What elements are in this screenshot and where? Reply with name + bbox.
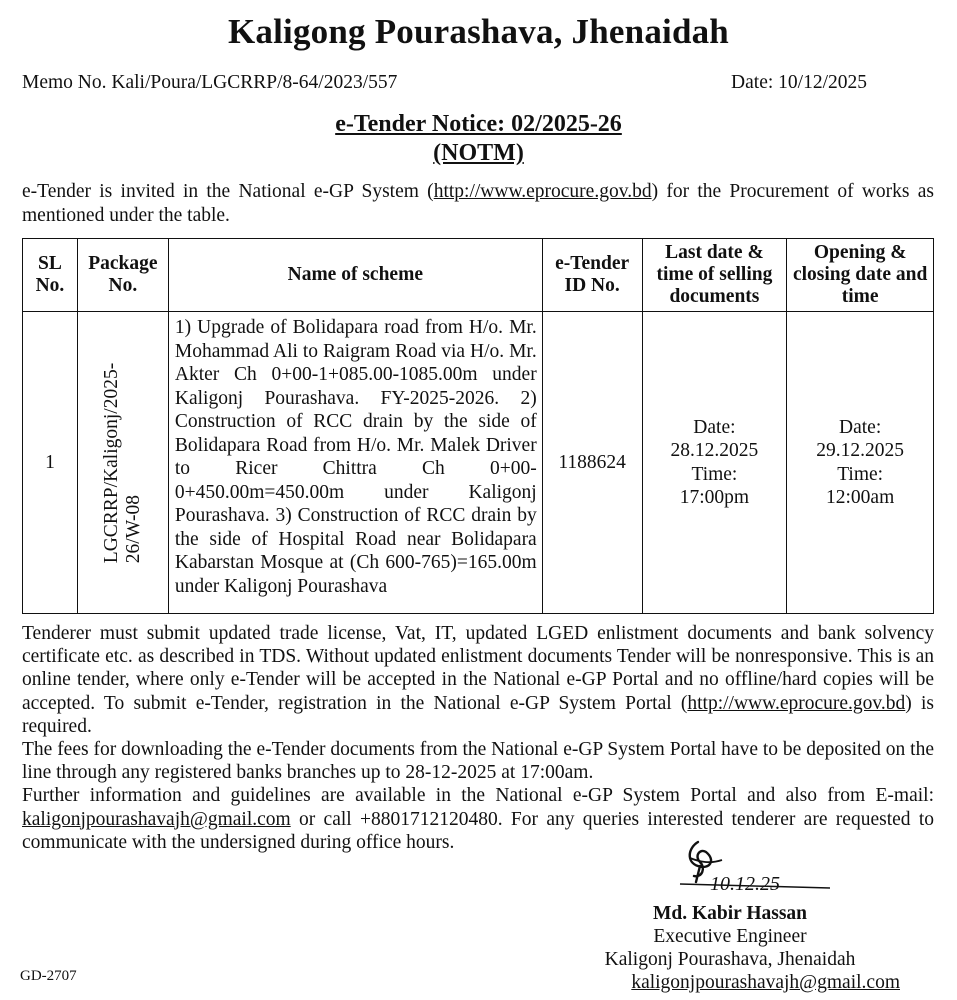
header-package: Package No. xyxy=(77,239,168,312)
signatory-designation: Executive Engineer xyxy=(653,926,807,947)
table-row xyxy=(23,312,934,614)
cell-sl: 1 xyxy=(23,312,78,614)
notice-method: (NOTM) xyxy=(433,140,524,166)
handwritten-signature xyxy=(640,838,840,898)
para1-text-start: Tenderer must submit updated trade license, Vat, IT, updated LGED enlistment documents and bank solvency certificate etc. as described in TDS. Without updated enlistment documents Tender will be nonresponsive. This is an online tender, where only e-Tender will be accepted in the National e-GP Portal and no offline/hard copies will be accepted. To submit e-Tender, registration in the National e-GP System Portal ( xyxy=(22,623,934,714)
signature-date: 10.12.25 xyxy=(710,873,780,895)
intro-paragraph xyxy=(22,180,934,228)
tender-table xyxy=(22,238,934,614)
last-date-value: 28.12.2025 xyxy=(670,440,759,461)
header-scheme: Name of scheme xyxy=(168,239,542,312)
signatory-email[interactable]: kaligonjpourashavajh@gmail.com xyxy=(631,972,900,993)
instructions xyxy=(22,622,934,854)
signatory-office: Kaligonj Pourashava, Jhenaidah xyxy=(604,949,856,970)
cell-opening xyxy=(787,312,934,614)
last-date-label: Date: xyxy=(693,416,736,438)
eprocure-link[interactable]: http://www.eprocure.gov.bd xyxy=(433,181,652,202)
eprocure-link-2[interactable]: http://www.eprocure.gov.bd xyxy=(687,692,906,714)
header-tender-id: e-Tender ID No. xyxy=(542,239,642,312)
memo-number: Memo No. Kali/Poura/LGCRRP/8-64/2023/557 xyxy=(22,72,398,93)
open-date-label: Date: xyxy=(839,416,882,438)
signature-scribble-icon xyxy=(640,838,840,898)
open-time-value: 12:00am xyxy=(826,487,895,508)
open-time-label: Time: xyxy=(837,463,884,485)
signature-block xyxy=(560,902,900,994)
header-last-date: Last date & time of selling documents xyxy=(642,239,787,312)
last-time-label: Time: xyxy=(691,463,738,485)
cell-tender-id: 1188624 xyxy=(542,312,642,614)
footer-code: GD-2707 xyxy=(20,968,77,984)
memo-date: Date: 10/12/2025 xyxy=(731,72,867,93)
contact-email-link[interactable]: kaligonjpourashavajh@gmail.com xyxy=(22,808,291,830)
instructions-para-2: The fees for downloading the e-Tender documents from the National e-GP System Portal have to be deposited on the line through any registered banks branches up to 28-12-2025 at 17:00am. xyxy=(22,739,934,784)
header-sl: SL No. xyxy=(23,239,78,312)
cell-package xyxy=(77,312,168,614)
para1-text-end: ) is required. xyxy=(22,692,934,737)
para3-text-end: or call +8801712120480. For any queries interested tenderer are requested to communicate with the undersigned during office hours. xyxy=(22,808,934,853)
cell-scheme: 1) Upgrade of Bolidapara road from H/o. Mr. Mohammad Ali to Raigram Road via H/o. Mr. Akter Ch 0+00-1+085.00-1085.00m under Kaligonj Pourashava. FY-2025-2026. 2) Construction of RCC drain by the side of Bolidapara Road from H/o. Mr. Malek Driver to Ricer Chittra Ch 0+00-0+450.00m=450.00m under Kaligonj Pourashava. 3) Construction of RCC drain by the side of Hospital Road near Bolidapara Kabarstan Mosque at (Ch 600-765)=165.00m under Kaligonj Pourashava xyxy=(168,312,542,614)
cell-last-date xyxy=(642,312,787,614)
open-date-value: 29.12.2025 xyxy=(816,440,905,461)
last-time-value: 17:00pm xyxy=(679,487,750,508)
intro-text-end: ) for the Procurement of works as mentioned under the table. xyxy=(22,181,934,226)
header-opening: Opening & closing date and time xyxy=(787,239,934,312)
instructions-para-1 xyxy=(22,622,934,738)
page-title: Kaligong Pourashava, Jhenaidah xyxy=(228,12,729,51)
signatory-name: Md. Kabir Hassan xyxy=(652,903,808,924)
para3-text-start: Further information and guidelines are available in the National e-GP System Portal and also from E-mail: xyxy=(22,785,934,807)
notice-number: e-Tender Notice: 02/2025-26 xyxy=(335,111,622,137)
table-header-row xyxy=(23,239,934,312)
package-number-text: LGCRRP/Kaligonj/2025-26/W-08 xyxy=(100,362,144,563)
intro-text-start: e-Tender is invited in the National e-GP System ( xyxy=(22,181,434,202)
notice-heading xyxy=(0,110,957,168)
